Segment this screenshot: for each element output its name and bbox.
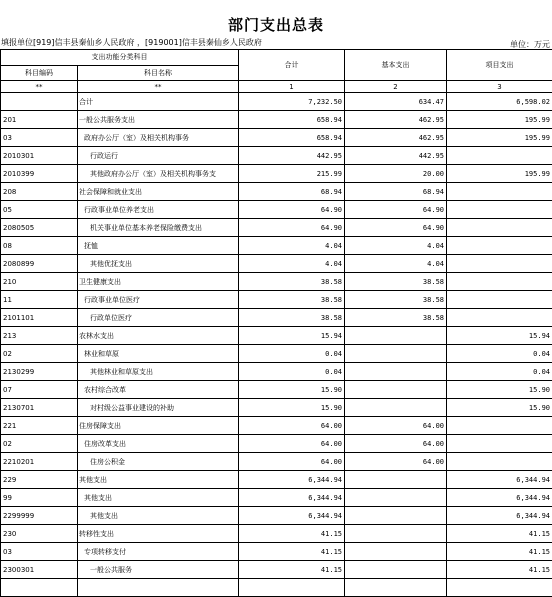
table-row (1, 363, 552, 381)
row-project-cell: 195.99 (447, 165, 552, 183)
row-project-cell (447, 435, 552, 453)
row-code-cell: 08 (1, 237, 78, 255)
row-total-cell: 442.95 (239, 147, 345, 165)
row-total-cell (239, 579, 345, 597)
row-code-cell: 213 (1, 327, 78, 345)
row-project-cell: 41.15 (447, 561, 552, 579)
table-row (1, 255, 552, 273)
row-name-cell: 其他支出 (78, 471, 239, 489)
row-project-cell: 6,344.94 (447, 489, 552, 507)
row-code-cell: 11 (1, 291, 78, 309)
row-basic-cell: 20.00 (345, 165, 447, 183)
row-project-cell (447, 273, 552, 291)
row-code-cell: 2080899 (1, 255, 78, 273)
row-total-cell: 64.00 (239, 417, 345, 435)
row-code-cell: 2010301 (1, 147, 78, 165)
row-basic-cell: 38.58 (345, 273, 447, 291)
row-code-cell: 201 (1, 111, 78, 129)
row-project-cell: 15.90 (447, 399, 552, 417)
row-project-cell: 41.15 (447, 543, 552, 561)
row-total-cell: 64.00 (239, 435, 345, 453)
row-total-cell: 38.58 (239, 291, 345, 309)
row-code-cell: 07 (1, 381, 78, 399)
row-total-cell: 6,344.94 (239, 507, 345, 525)
table-row (1, 219, 552, 237)
row-basic-cell: 64.00 (345, 435, 447, 453)
row-code-cell: 2299999 (1, 507, 78, 525)
row-project-cell (447, 237, 552, 255)
row-total-cell: 15.94 (239, 327, 345, 345)
table-row (1, 435, 552, 453)
header-marker-code: ** (1, 81, 78, 93)
row-basic-cell (345, 471, 447, 489)
row-total-cell: 38.58 (239, 273, 345, 291)
header-col-index-3: 3 (447, 81, 552, 93)
row-total-cell: 7,232.50 (239, 93, 345, 111)
row-total-cell: 64.90 (239, 201, 345, 219)
header-basic: 基本支出 (345, 50, 447, 81)
row-project-cell (447, 453, 552, 471)
row-project-cell (447, 309, 552, 327)
header-project: 项目支出 (447, 50, 552, 81)
table-row (1, 183, 552, 201)
header-name: 科目名称 (78, 65, 239, 81)
row-name-cell: 住房改革支出 (78, 435, 239, 453)
row-name-cell: 抚恤 (78, 237, 239, 255)
table-row (1, 93, 552, 111)
table-row (1, 543, 552, 561)
row-name-cell: 住房保障支出 (78, 417, 239, 435)
row-name-cell: 专项转移支付 (78, 543, 239, 561)
row-name-cell: 农村综合改革 (78, 381, 239, 399)
page-title: 部门支出总表 (0, 14, 552, 35)
row-name-cell: 行政单位医疗 (78, 309, 239, 327)
table-row (1, 327, 552, 345)
row-code-cell: 2300301 (1, 561, 78, 579)
row-name-cell: 其他林业和草原支出 (78, 363, 239, 381)
row-name-cell: 一般公共服务 (78, 561, 239, 579)
row-code-cell: 2210201 (1, 453, 78, 471)
row-name-cell: 其他政府办公厅（室）及相关机构事务支 (78, 165, 239, 183)
row-basic-cell (345, 543, 447, 561)
table-body (1, 93, 552, 597)
table-row (1, 561, 552, 579)
table-row (1, 345, 552, 363)
row-name-cell: 一般公共服务支出 (78, 111, 239, 129)
table-row (1, 525, 552, 543)
row-project-cell (447, 255, 552, 273)
header-col-index-2: 2 (345, 81, 447, 93)
row-name-cell (78, 579, 239, 597)
row-code-cell: 03 (1, 129, 78, 147)
table-row (1, 201, 552, 219)
row-code-cell: 05 (1, 201, 78, 219)
row-code-cell: 2130701 (1, 399, 78, 417)
row-project-cell: 6,598.02 (447, 93, 552, 111)
table-row (1, 273, 552, 291)
row-code-cell: 2010399 (1, 165, 78, 183)
row-total-cell: 41.15 (239, 543, 345, 561)
row-name-cell: 合计 (78, 93, 239, 111)
table-row (1, 291, 552, 309)
report-meta (0, 37, 552, 49)
row-name-cell: 林业和草原 (78, 345, 239, 363)
reporting-unit: 填报单位[919]信丰县秦仙乡人民政府 ，[919001]信丰县秦仙乡人民政府 (1, 37, 262, 48)
row-basic-cell: 38.58 (345, 291, 447, 309)
row-code-cell: 2130299 (1, 363, 78, 381)
table-row (1, 453, 552, 471)
row-code-cell: 99 (1, 489, 78, 507)
row-basic-cell: 4.04 (345, 237, 447, 255)
row-project-cell: 0.04 (447, 363, 552, 381)
row-project-cell: 15.90 (447, 381, 552, 399)
row-name-cell: 行政运行 (78, 147, 239, 165)
row-basic-cell: 462.95 (345, 129, 447, 147)
row-basic-cell (345, 507, 447, 525)
row-code-cell: 229 (1, 471, 78, 489)
row-total-cell: 658.94 (239, 111, 345, 129)
row-name-cell: 住房公积金 (78, 453, 239, 471)
row-total-cell: 6,344.94 (239, 471, 345, 489)
row-basic-cell: 64.00 (345, 417, 447, 435)
header-function-group: 支出功能分类科目 (1, 50, 239, 66)
row-project-cell: 6,344.94 (447, 507, 552, 525)
row-name-cell: 其他支出 (78, 507, 239, 525)
row-basic-cell: 64.00 (345, 453, 447, 471)
row-basic-cell (345, 579, 447, 597)
table-row (1, 111, 552, 129)
row-name-cell: 卫生健康支出 (78, 273, 239, 291)
row-total-cell: 0.04 (239, 363, 345, 381)
row-code-cell: 2080505 (1, 219, 78, 237)
row-basic-cell: 634.47 (345, 93, 447, 111)
row-basic-cell (345, 327, 447, 345)
row-basic-cell: 68.94 (345, 183, 447, 201)
row-total-cell: 4.04 (239, 237, 345, 255)
row-basic-cell (345, 561, 447, 579)
row-total-cell: 6,344.94 (239, 489, 345, 507)
table-row (1, 165, 552, 183)
table-row (1, 381, 552, 399)
row-basic-cell: 64.90 (345, 219, 447, 237)
row-total-cell: 0.04 (239, 345, 345, 363)
header-code: 科目编码 (1, 65, 78, 81)
row-total-cell: 64.00 (239, 453, 345, 471)
row-total-cell: 68.94 (239, 183, 345, 201)
table-row (1, 309, 552, 327)
row-name-cell: 政府办公厅（室）及相关机构事务 (78, 129, 239, 147)
row-code-cell: 02 (1, 435, 78, 453)
row-project-cell: 41.15 (447, 525, 552, 543)
row-total-cell: 41.15 (239, 561, 345, 579)
row-total-cell: 15.90 (239, 381, 345, 399)
row-project-cell (447, 291, 552, 309)
row-project-cell: 195.99 (447, 111, 552, 129)
row-project-cell (447, 219, 552, 237)
row-basic-cell (345, 345, 447, 363)
row-name-cell: 机关事业单位基本养老保险缴费支出 (78, 219, 239, 237)
row-project-cell: 0.04 (447, 345, 552, 363)
row-project-cell (447, 579, 552, 597)
table-row (1, 471, 552, 489)
row-code-cell: 02 (1, 345, 78, 363)
row-code-cell (1, 579, 78, 597)
row-basic-cell (345, 381, 447, 399)
currency-unit: 单位：万元 (510, 39, 550, 50)
row-total-cell: 658.94 (239, 129, 345, 147)
row-basic-cell: 38.58 (345, 309, 447, 327)
table-row (1, 489, 552, 507)
row-project-cell (447, 183, 552, 201)
row-name-cell: 农林水支出 (78, 327, 239, 345)
row-name-cell: 社会保障和就业支出 (78, 183, 239, 201)
row-total-cell: 41.15 (239, 525, 345, 543)
row-project-cell: 6,344.94 (447, 471, 552, 489)
row-code-cell: 210 (1, 273, 78, 291)
row-total-cell: 64.90 (239, 219, 345, 237)
row-code-cell: 208 (1, 183, 78, 201)
row-project-cell (447, 201, 552, 219)
table-row (1, 507, 552, 525)
row-code-cell: 221 (1, 417, 78, 435)
row-basic-cell (345, 363, 447, 381)
row-code-cell (1, 93, 78, 111)
table-row (1, 237, 552, 255)
row-basic-cell: 462.95 (345, 111, 447, 129)
row-project-cell (447, 417, 552, 435)
row-total-cell: 215.99 (239, 165, 345, 183)
row-total-cell: 4.04 (239, 255, 345, 273)
row-name-cell: 转移性支出 (78, 525, 239, 543)
row-name-cell: 行政事业单位养老支出 (78, 201, 239, 219)
row-name-cell: 其他支出 (78, 489, 239, 507)
header-marker-name: ** (78, 81, 239, 93)
row-basic-cell: 442.95 (345, 147, 447, 165)
table-row (1, 399, 552, 417)
table-row (1, 417, 552, 435)
row-project-cell: 195.99 (447, 129, 552, 147)
row-project-cell (447, 147, 552, 165)
table-row (1, 147, 552, 165)
row-project-cell: 15.94 (447, 327, 552, 345)
row-basic-cell: 4.04 (345, 255, 447, 273)
header-total: 合计 (239, 50, 345, 81)
row-name-cell: 行政事业单位医疗 (78, 291, 239, 309)
row-code-cell: 03 (1, 543, 78, 561)
expenditure-table (0, 49, 552, 597)
row-code-cell: 2101101 (1, 309, 78, 327)
row-basic-cell (345, 525, 447, 543)
row-name-cell: 对村级公益事业建设的补助 (78, 399, 239, 417)
row-basic-cell (345, 399, 447, 417)
table-row (1, 579, 552, 597)
header-col-index-1: 1 (239, 81, 345, 93)
row-total-cell: 38.58 (239, 309, 345, 327)
table-row (1, 129, 552, 147)
row-name-cell: 其他优抚支出 (78, 255, 239, 273)
row-code-cell: 230 (1, 525, 78, 543)
row-basic-cell: 64.90 (345, 201, 447, 219)
row-basic-cell (345, 489, 447, 507)
row-total-cell: 15.90 (239, 399, 345, 417)
